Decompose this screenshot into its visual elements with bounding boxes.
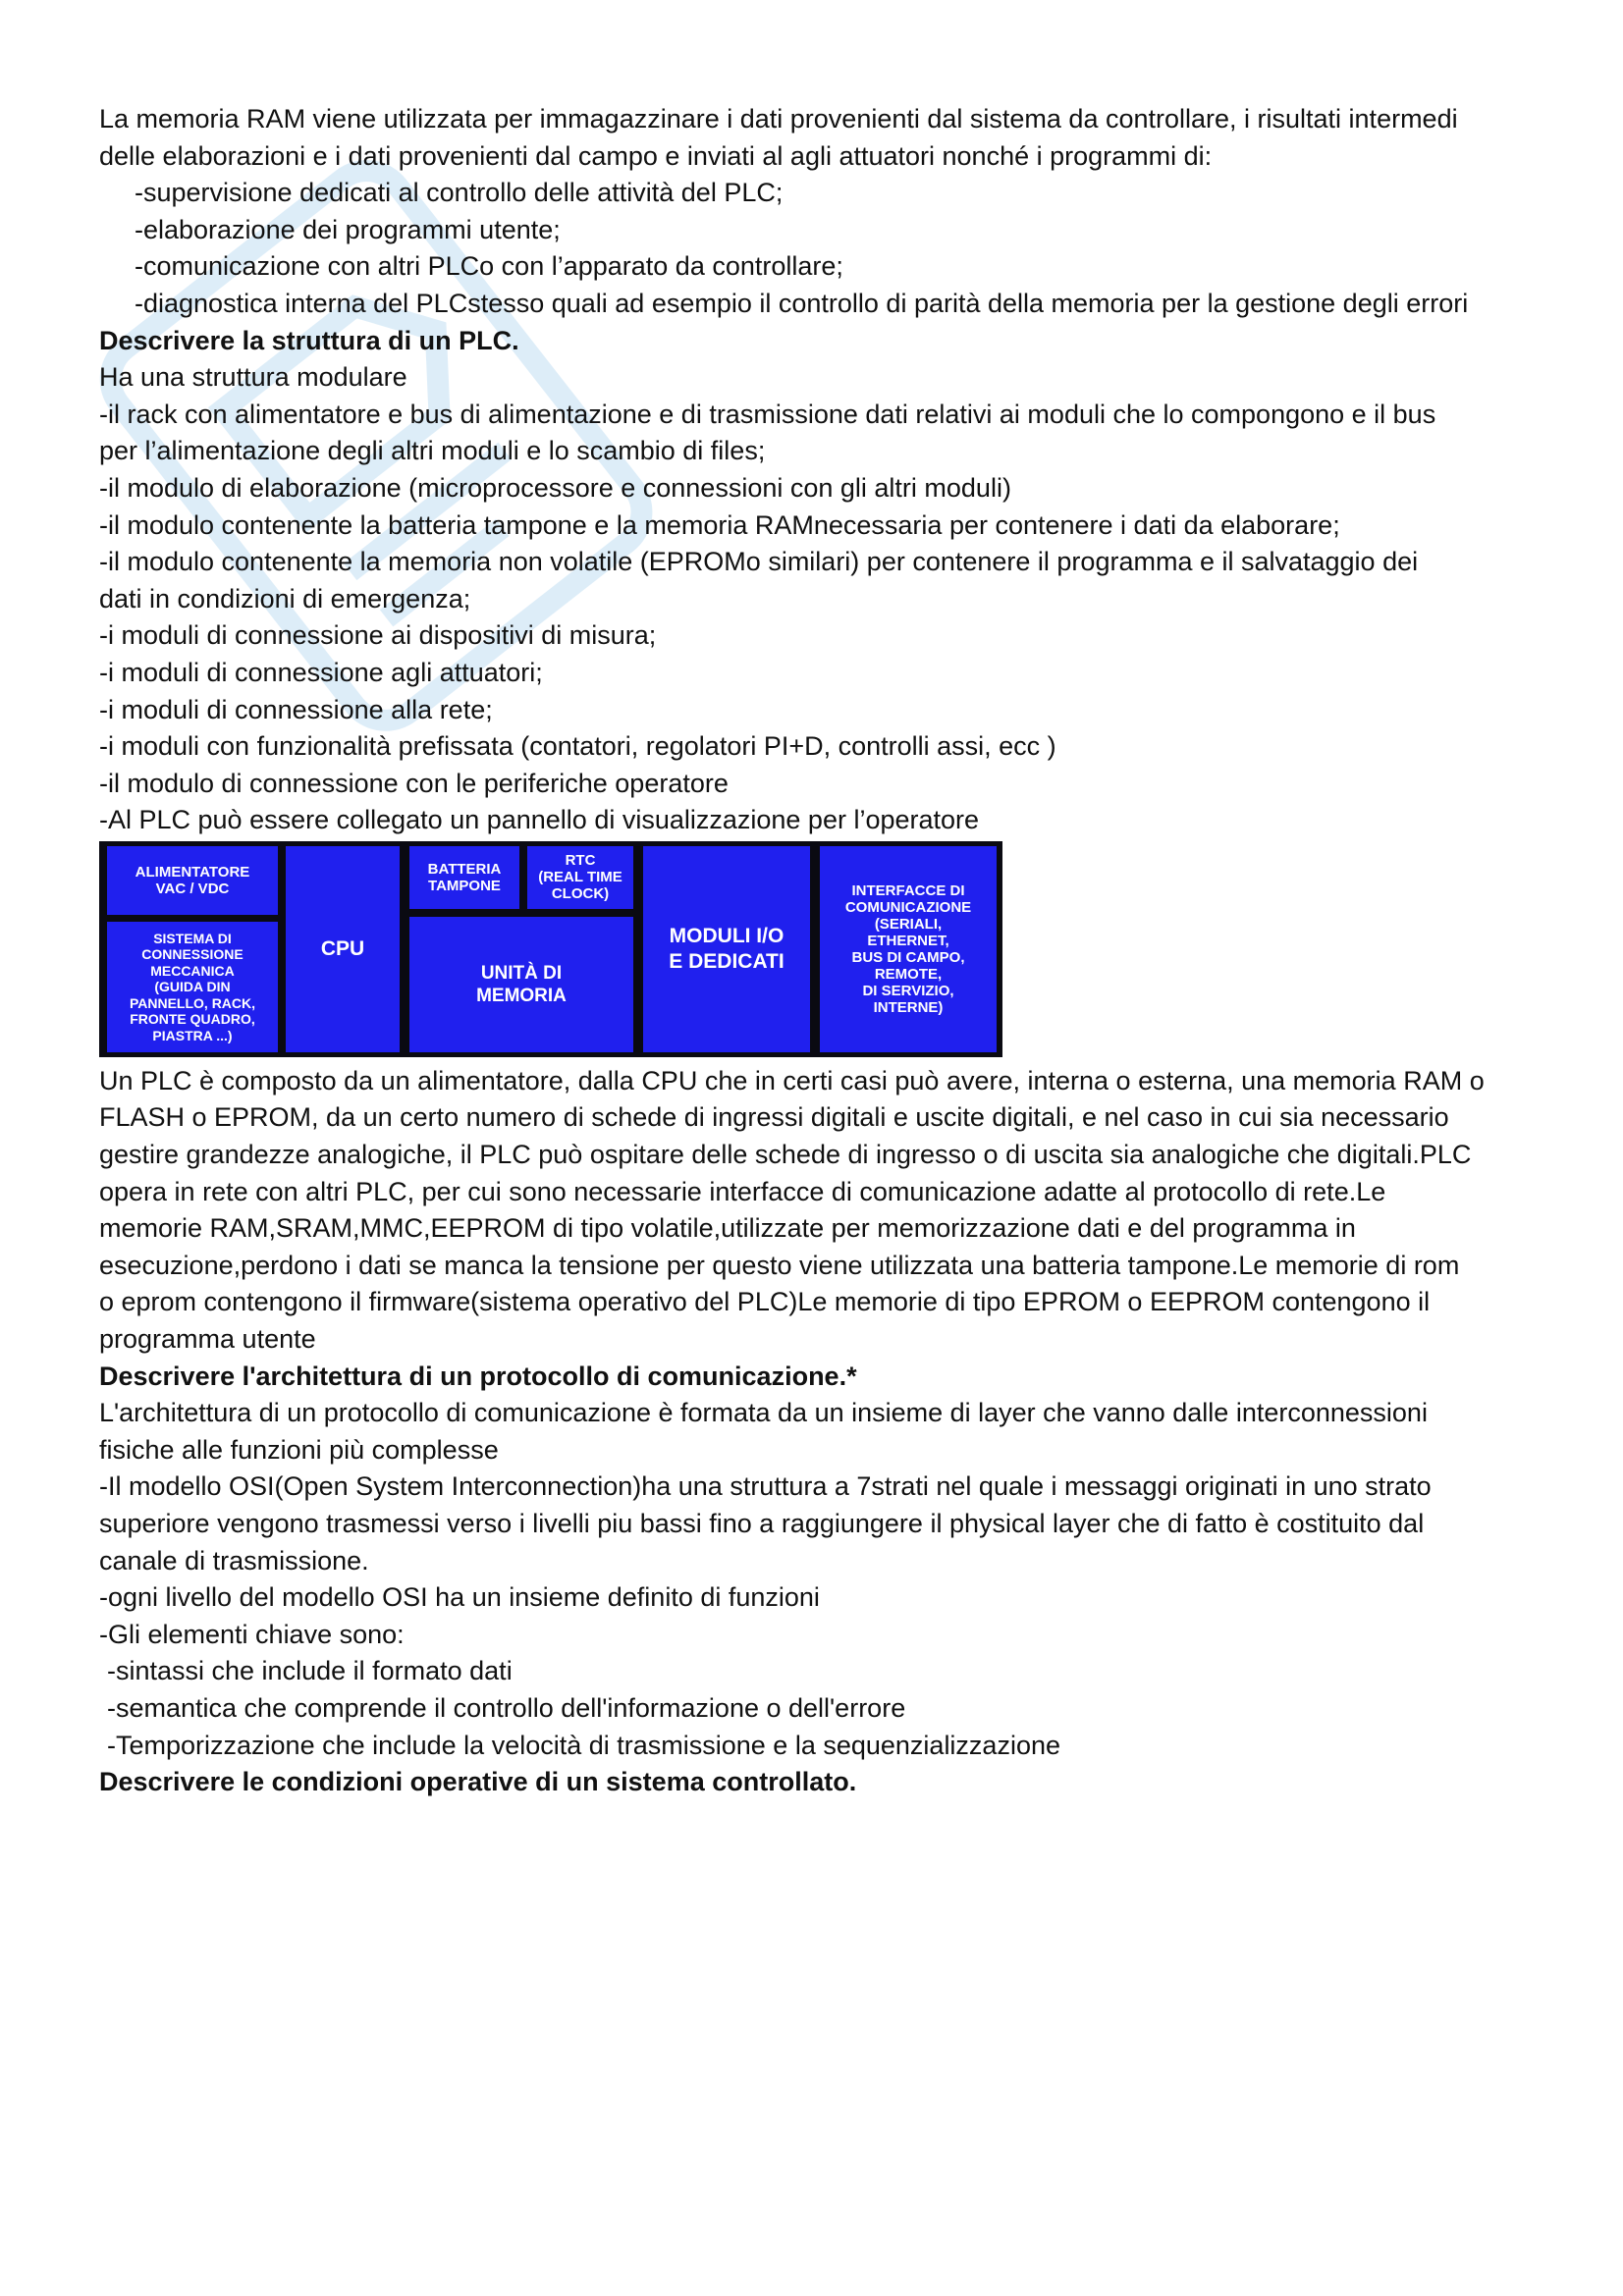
paragraph-line: FLASH o EPROM, da un certo numero di schede di ingressi digitali e uscite digitali, e nel caso in cui sia necessario [99,1102,1449,1133]
paragraph-line: o eprom contengono il firmware(sistema operativo del PLC)Le memorie di tipo EPROM o EEPROM contengono il [99,1287,1431,1317]
block-batteria-tampone [409,846,519,909]
list-item: -diagnostica interna del PLCstesso quali ad esempio il controllo di parità della memoria per la gestione degli errori [135,288,1469,318]
paragraph-line: -i moduli con funzionalità prefissata (contatori, regolatori PI+D, controlli assi, ecc ) [99,731,1056,762]
list-item: -sintassi che include il formato dati [107,1656,513,1686]
section-heading: Descrivere la struttura di un PLC. [99,325,519,355]
block-label: COMUNICAZIONE [844,898,972,916]
block-label: BATTERIA [427,860,502,878]
paragraph-line: -Il modello OSI(Open System Interconnection)ha una struttura a 7strati nel quale i messaggi originati in uno strato [99,1471,1432,1502]
paragraph-line: -i moduli di connessione ai dispositivi di misura; [99,620,657,651]
paragraph-line: L'architettura di un protocollo di comunicazione è formata da un insieme di layer che vanno dalle interconnessioni [99,1398,1428,1428]
block-label: UNITÀ DI [480,962,563,984]
list-item: -Temporizzazione che include la velocità di trasmissione e la sequenzializzazione [107,1730,1060,1760]
block-label: CLOCK) [551,885,610,903]
block-label: REMOTE, [874,965,943,983]
block-label: CONNESSIONE [141,946,243,963]
block-label: RTC [565,852,596,870]
section-heading: Descrivere l'architettura di un protocollo di comunicazione.* [99,1361,857,1391]
block-label: PIASTRA ...) [152,1027,233,1043]
block-label: INTERNE) [873,998,944,1016]
block-rtc [527,846,633,909]
list-item: -elaborazione dei programmi utente; [135,214,561,244]
paragraph-line: memorie RAM,SRAM,MMC,EEPROM di tipo volatile,utilizzate per memorizzazione dati e del programma in [99,1213,1356,1244]
paragraph-line: fisiche alle funzioni più complesse [99,1434,499,1465]
plc-structure-diagram [99,841,1002,1057]
paragraph-line: -il modulo contenente la memoria non volatile (EPROMo similari) per contenere il programma e il salvataggio dei [99,547,1419,577]
block-label: (SERIALI, [874,915,943,933]
paragraph-line: dati in condizioni di emergenza; [99,583,471,614]
paragraph-line: -i moduli di connessione alla rete; [99,694,493,724]
block-label: ALIMENTATORE [135,863,250,881]
paragraph-line: -Gli elementi chiave sono: [99,1619,405,1649]
document-page [99,101,1542,1801]
paragraph-line: gestire grandezze analogiche, il PLC può ospitare delle schede di ingresso o di uscita sia analogiche che digitali.PLC [99,1140,1472,1170]
block-label: CPU [320,936,365,960]
paragraph-line: -il modulo contenente la batteria tampone e la memoria RAMnecessaria per contenere i dati da elaborare; [99,509,1340,540]
block-label: TAMPONE [428,877,501,894]
paragraph-line: -ogni livello del modello OSI ha un insieme definito di funzioni [99,1582,820,1613]
paragraph-line: delle elaborazioni e i dati provenienti dal campo e inviati al agli attuatori nonché i programmi di: [99,140,1213,171]
block-label: (GUIDA DIN [154,979,231,995]
block-label: SISTEMA DI [153,930,232,946]
block-label: MEMORIA [476,985,567,1006]
block-label: FRONTE QUADRO, [130,1011,255,1028]
paragraph-line: La memoria RAM viene utilizzata per immagazzinare i dati provenienti dal sistema da controllare, i risultati intermedi [99,104,1458,133]
block-label: ETHERNET, [867,932,949,949]
block-label: PANNELLO, RACK, [129,994,256,1011]
paragraph-line: -il modulo di connessione con le periferiche operatore [99,768,729,798]
block-cpu [286,846,400,1052]
list-item: -comunicazione con altri PLCo con l’apparato da controllare; [135,251,843,282]
paragraph-line: -i moduli di connessione agli attuatori; [99,657,543,687]
block-label: MECCANICA [150,962,235,979]
paragraph-line: canale di trasmissione. [99,1545,369,1575]
paragraph-line: programma utente [99,1324,316,1355]
block-label: E DEDICATI [669,949,784,973]
list-item: -supervisione dedicati al controllo delle attività del PLC; [135,178,784,208]
block-label: VAC / VDC [155,880,230,897]
paragraph-line: -Al PLC può essere collegato un pannello di visualizzazione per l’operatore [99,805,980,835]
list-item: -semantica che comprende il controllo dell'informazione o dell'errore [107,1692,906,1723]
block-moduli-io [643,846,810,1052]
paragraph-line: -il modulo di elaborazione (microprocessore e connessioni con gli altri moduli) [99,472,1011,503]
block-label: (REAL TIME [538,869,622,886]
block-interfacce-comunicazione [820,846,997,1052]
section-heading: Descrivere le condizioni operative di un sistema controllato. [99,1767,857,1797]
block-sistema-connessione [107,922,278,1052]
paragraph-line: -il rack con alimentatore e bus di alimentazione e di trasmissione dati relativi ai moduli che lo compongono e il bus [99,399,1436,429]
block-label: BUS DI CAMPO, [851,948,965,966]
paragraph-line: per l’alimentazione degli altri moduli e lo scambio di files; [99,436,766,466]
block-label: DI SERVIZIO, [862,982,954,999]
block-alimentatore [107,846,278,915]
paragraph-line: superiore vengono trasmessi verso i livelli piu bassi fino a raggiungere il physical layer che di fatto è costituito dal [99,1509,1425,1538]
paragraph-line: Un PLC è composto da un alimentatore, dalla CPU che in certi casi può avere, interna o esterna, una memoria RAM o [99,1065,1485,1095]
block-label: MODULI I/O [669,924,784,947]
block-unita-memoria [409,917,633,1052]
paragraph-line: opera in rete con altri PLC, per cui sono necessarie interfacce di comunicazione adatte al protocollo di rete.Le [99,1176,1386,1206]
block-label: INTERFACCE DI [851,881,965,899]
paragraph-line: esecuzione,perdono i dati se manca la tensione per questo viene utilizzata una batteria tampone.Le memorie di rom [99,1250,1460,1280]
paragraph-line: Ha una struttura modulare [99,362,407,393]
